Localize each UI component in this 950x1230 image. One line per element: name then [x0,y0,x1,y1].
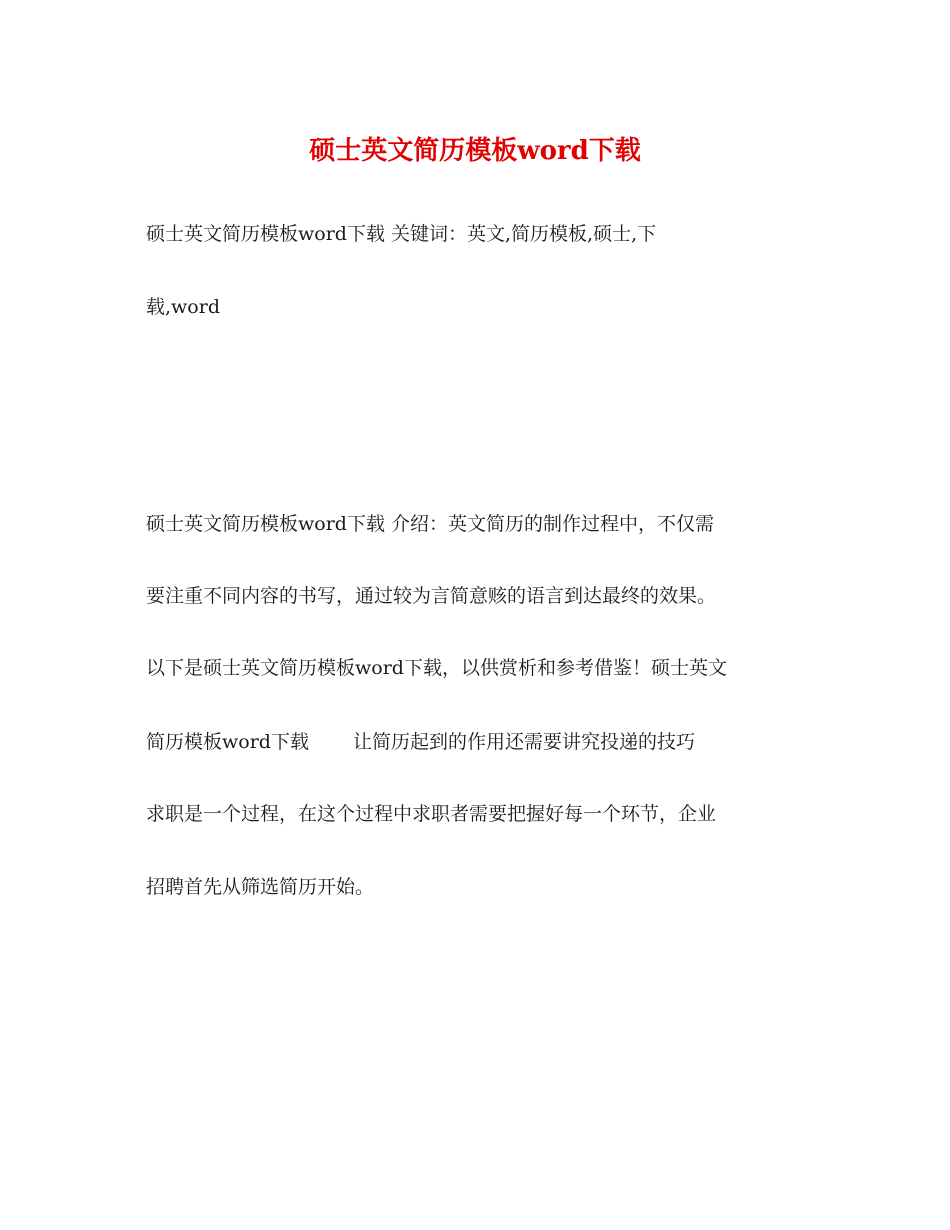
keywords-line-1: 硕士英文简历模板word下载 关键词：英文,简历模板,硕士,下 [146,223,657,245]
intro-line-2: 要注重不同内容的书写，通过较为言简意赅的语言到达最终的效果。 [146,585,717,607]
intro-line-1: 硕士英文简历模板word下载 介绍：英文简历的制作过程中，不仅需 [146,513,714,535]
line6-left-text: 简历模板word下载 [146,731,309,753]
intro-line-3: 以下是硕士英文简历模板word下载，以供赏析和参考借鉴！硕士英文 [146,657,727,679]
body-line-2: 招聘首先从筛选简历开始。 [146,876,375,898]
document-title: 硕士英文简历模板word下载 [309,136,641,166]
intro-line-4 [146,730,695,754]
line6-right-text: 让简历起到的作用还需要讲究投递的技巧 [352,731,695,753]
body-line-1: 求职是一个过程，在这个过程中求职者需要把握好每一个环节，企业 [146,803,717,825]
keywords-line-2: 载,word [146,296,220,318]
